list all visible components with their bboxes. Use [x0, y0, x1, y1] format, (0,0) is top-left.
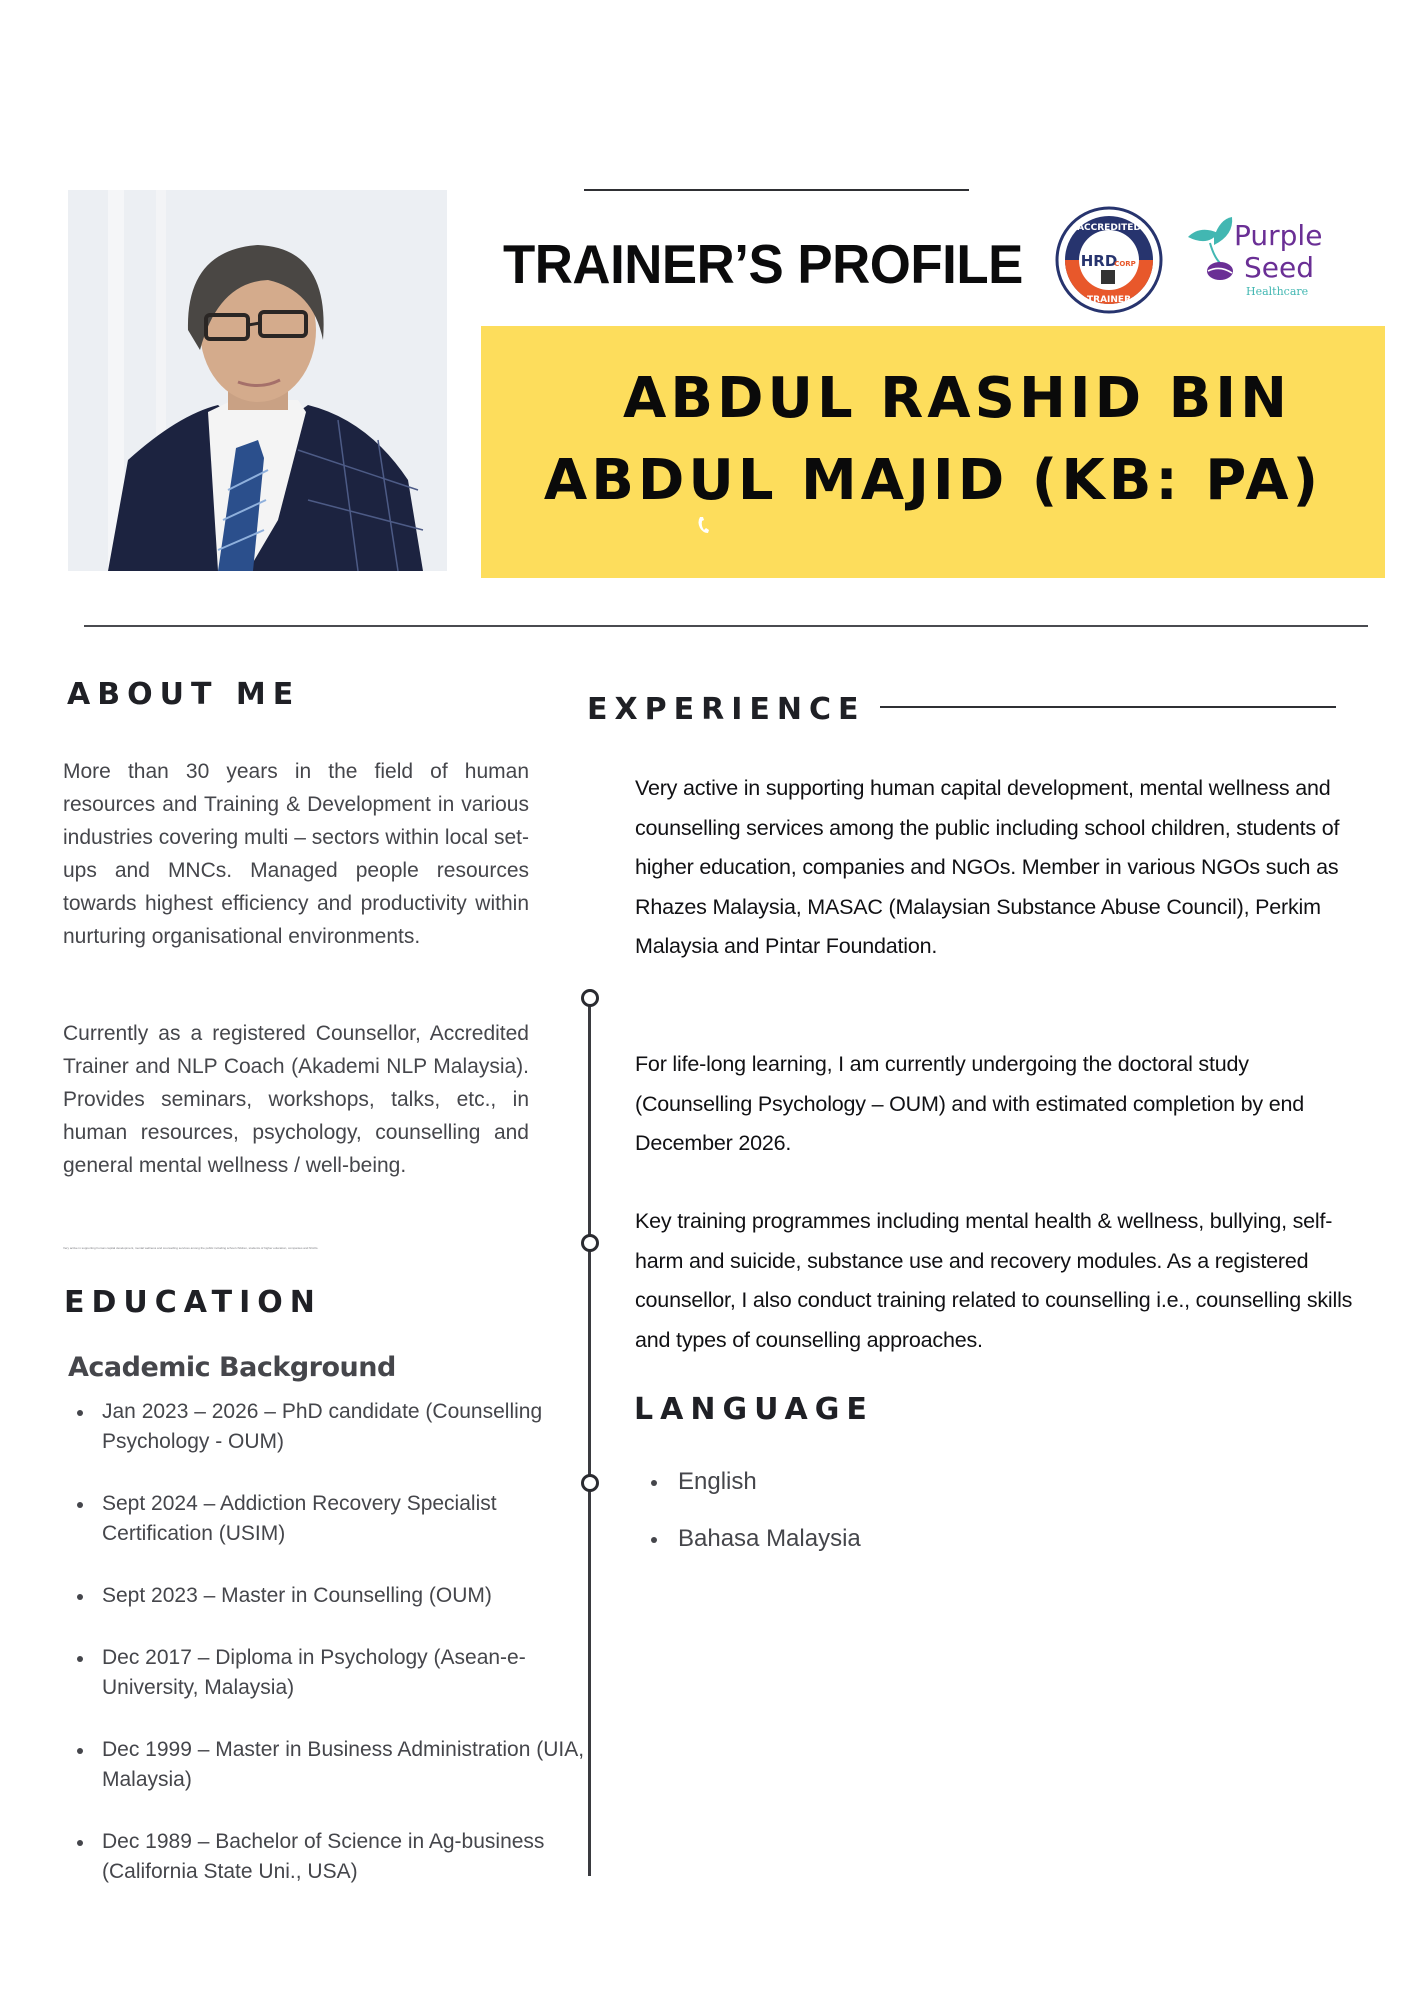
education-item: Dec 1999 – Master in Business Administration (UIA, Malaysia) — [70, 1735, 590, 1795]
experience-heading: EXPERIENCE — [587, 692, 866, 727]
education-item: Jan 2023 – 2026 – PhD candidate (Counselling Psychology - OUM) — [70, 1397, 590, 1457]
page-title: TRAINER’S PROFILE — [503, 233, 1023, 295]
trainer-name-line-1: ABDUL RASHID BIN — [622, 366, 1292, 431]
logo-line-3: Healthcare — [1246, 285, 1309, 298]
trainer-name-line-2: ABDUL MAJID (KB: PA) — [543, 448, 1323, 513]
badge-bottom-text: TRAINER — [1087, 295, 1131, 305]
header-top-rule — [584, 189, 969, 191]
hrd-corp-accredited-badge — [1055, 206, 1163, 314]
about-paragraph-1: More than 30 years in the field of human resources and Training & Development in various industries covering multi – sectors within local set-ups and MNCs. Managed people resources towards highest efficiency and productivity within nurturing organisational environments. — [63, 760, 529, 948]
language-heading: LANGUAGE — [634, 1392, 874, 1427]
logo-line-2: Seed — [1244, 251, 1314, 284]
timeline-line — [588, 1004, 591, 1876]
about-paragraph-2: Currently as a registered Counsellor, Accredited Trainer and NLP Coach (Akademi NLP Malaysia). Provides seminars, workshops, talks, etc., in human resources, psychology, counselling and general mental wellness / well-being. — [63, 1022, 529, 1177]
experience-paragraph: For life-long learning, I am currently undergoing the doctoral study (Counselling Psychology – OUM) and with estimated completion by end December 2026. — [635, 1052, 1304, 1155]
timeline-dot — [581, 989, 599, 1007]
logo-line-1: Purple — [1234, 219, 1323, 252]
header-divider — [84, 625, 1368, 627]
experience-paragraph: Very active in supporting human capital development, mental wellness and counselling services among the public including school children, students of higher education, companies and NGOs. Member in various NGOs such as Rhazes Malaysia, MASAC (Malaysian Substance Abuse Council), Perkim Malaysia and Pintar Foundation. — [635, 776, 1340, 958]
education-list — [70, 1397, 590, 1919]
trainer-name-banner — [481, 326, 1385, 578]
education-item: Dec 2017 – Diploma in Psychology (Asean-e-University, Malaysia) — [70, 1643, 590, 1703]
education-heading: EDUCATION — [64, 1285, 322, 1320]
language-item: English — [648, 1467, 861, 1497]
experience-paragraph: Key training programmes including mental health & wellness, bullying, self-harm and suicide, substance use and recovery modules. As a registered counsellor, I also conduct training related to counselling i.e., counselling skills and types of counselling approaches. — [635, 1209, 1353, 1352]
tiny-note: Very active in supporting human capital development, mental wellness and counselling services among the public including school children, students of higher education, companies and NGOs. — [63, 1246, 319, 1250]
education-item: Sept 2023 – Master in Counselling (OUM) — [70, 1581, 590, 1611]
timeline-dot — [581, 1474, 599, 1492]
timeline-dot — [581, 1234, 599, 1252]
trainer-photo — [68, 190, 447, 571]
experience-rule — [880, 706, 1336, 708]
portrait-image — [68, 190, 447, 571]
badge-brand-suffix: CORP — [1114, 260, 1136, 268]
education-item: Dec 1989 – Bachelor of Science in Ag-business (California State Uni., USA) — [70, 1827, 590, 1887]
about-heading: ABOUT ME — [67, 677, 301, 712]
badge-top-text: ACCREDITED — [1077, 223, 1141, 233]
purple-seed-healthcare-logo — [1180, 215, 1340, 300]
leaf-icon — [1188, 230, 1218, 241]
education-item: Sept 2024 – Addiction Recovery Specialist Certification (USIM) — [70, 1489, 590, 1549]
badge-brand: HRD — [1080, 252, 1118, 270]
language-item: Bahasa Malaysia — [648, 1524, 861, 1554]
language-list — [648, 1467, 861, 1581]
education-subheading: Academic Background — [68, 1352, 396, 1383]
phone-icon — [697, 516, 711, 534]
